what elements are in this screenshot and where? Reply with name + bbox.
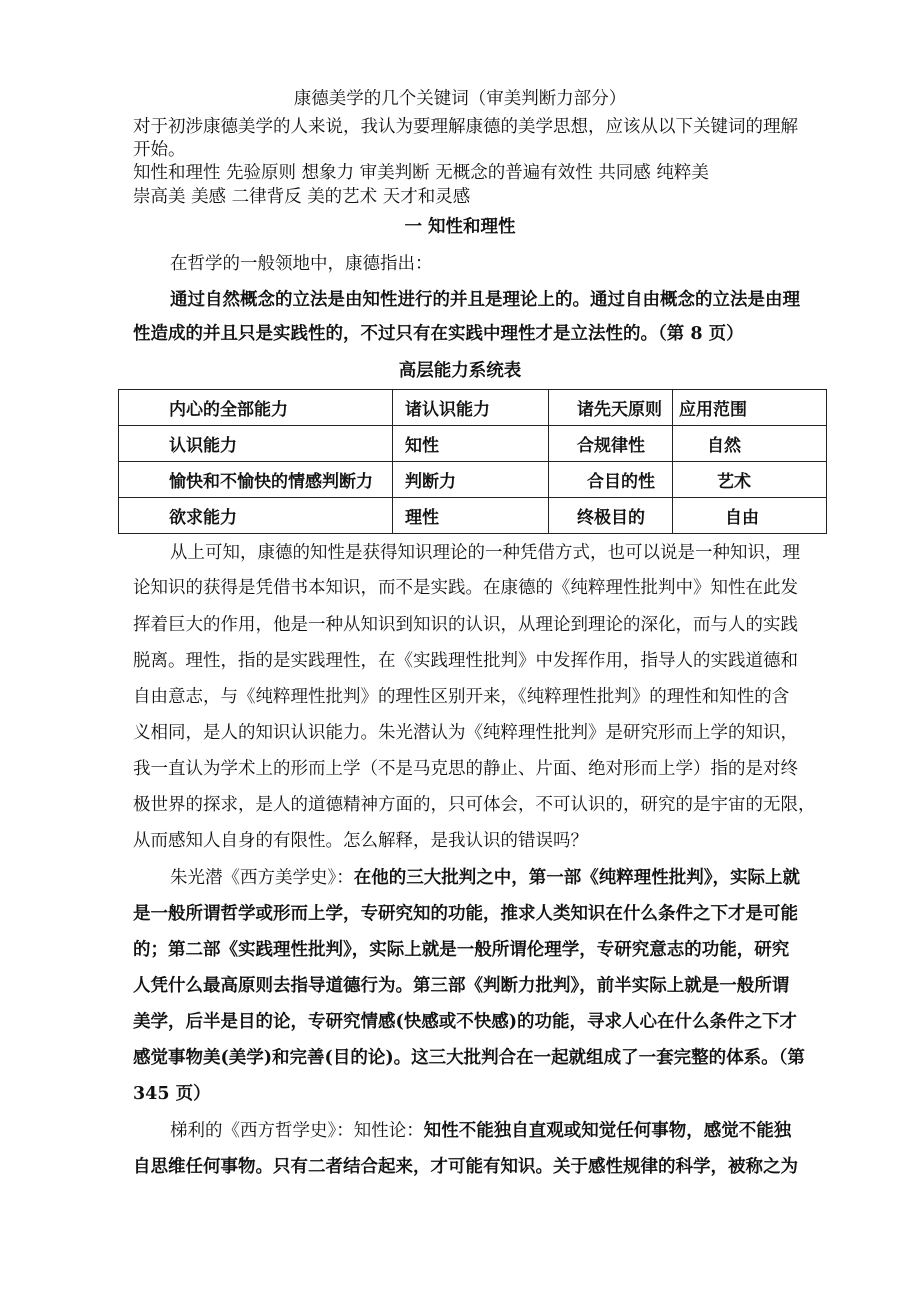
quote-line: 通过自然概念的立法是由知性进行的并且是理论上的。通过自由概念的立法是由理 <box>170 290 800 310</box>
table-title: 高层能力系统表 <box>398 361 522 381</box>
quote-text: 在他的三大批判之中，第一部《纯粹理性批判》，实际上就 <box>353 868 800 888</box>
table-cell: 终极目的 <box>549 498 673 534</box>
table-cell: 知性 <box>393 426 549 462</box>
table-cell: 合规律性 <box>549 426 673 462</box>
paragraph-line <box>170 865 800 891</box>
paragraph-line: 自由意志，与《纯粹理性批判》的理性区别开来，《纯粹理性批判》的理性和知性的含 <box>133 687 790 707</box>
paragraph-line: 脱离。理性，指的是实践理性，在《实践理性批判》中发挥作用，指导人的实践道德和 <box>133 651 798 671</box>
table-cell: 自然 <box>673 426 827 462</box>
keywords-line: 崇高美 美感 二律背反 美的艺术 天才和灵感 <box>133 187 471 207</box>
citation-label: 梯利的《西方哲学史》：知性论： <box>170 1121 424 1141</box>
paragraph-line: 从上可知，康德的知性是获得知识理论的一种凭借方式，也可以说是一种知识，理 <box>170 543 800 563</box>
intro-line: 对于初涉康德美学的人来说，我认为要理解康德的美学思想，应该从以下关键词的理解 <box>133 117 798 137</box>
table-cell: 诸先天原则 <box>549 390 673 426</box>
quote-line: 345 页） <box>133 1084 211 1104</box>
table-cell: 应用范围 <box>673 390 827 426</box>
table-cell: 认识能力 <box>119 426 393 462</box>
quote-line: 感觉事物美(美学)和完善(目的论)。这三大批判合在一起就组成了一套完整的体系。（第 <box>133 1048 805 1068</box>
paragraph-line: 挥着巨大的作用，他是一种从知识到知识的认识，从理论到理论的深化，而与人的实践 <box>133 615 798 635</box>
quote-line: 的；第二部《实践理性批判》，实际上就是一般所谓伦理学，专研究意志的功能，研究 <box>133 940 790 960</box>
keywords-line: 知性和理性 先验原则 想象力 审美判断 无概念的普遍有效性 共同感 纯粹美 <box>133 163 709 183</box>
table-cell: 合目的性 <box>549 462 673 498</box>
quote-line: 是一般所谓哲学或形而上学，专研究知的功能，推求人类知识在什么条件之下才是可能 <box>133 904 798 924</box>
table-row <box>119 498 827 534</box>
quote-line: 美学，后半是目的论，专研究情感(快感或不快感)的功能，寻求人心在什么条件之下才 <box>133 1012 798 1032</box>
paragraph-line: 论知识的获得是凭借书本知识，而不是实践。在康德的《纯粹理性批判中》知性在此发 <box>133 578 798 598</box>
table-row <box>119 390 827 426</box>
table-cell: 判断力 <box>393 462 549 498</box>
quote-line: 自思维任何事物。只有二者结合起来，才可能有知识。关于感性规律的科学，被称之为 <box>133 1157 798 1177</box>
paragraph-line: 极世界的探求，是人的道德精神方面的，只可体会，不可认识的，研究的是宇宙的无限， <box>133 795 816 815</box>
intro-line: 开始。 <box>133 140 186 160</box>
table-cell: 艺术 <box>673 462 827 498</box>
section-heading: 一 知性和理性 <box>404 217 516 237</box>
document-title: 康德美学的几个关键词（审美判断力部分） <box>293 89 627 109</box>
table-cell: 愉快和不愉快的情感判断力 <box>119 462 393 498</box>
faculty-table <box>118 389 827 534</box>
citation-label: 朱光潜《西方美学史》： <box>170 868 354 888</box>
table-cell: 诸认识能力 <box>393 390 549 426</box>
paragraph-line: 我一直认为学术上的形而上学（不是马克思的静止、片面、绝对形而上学）指的是对终 <box>133 759 798 779</box>
paragraph-line: 义相同，是人的知识认识能力。朱光潜认为《纯粹理性批判》是研究形而上学的知识， <box>133 723 798 743</box>
table-cell: 理性 <box>393 498 549 534</box>
table-cell: 欲求能力 <box>119 498 393 534</box>
quote-text: 知性不能独自直观或知觉任何事物，感觉不能独 <box>423 1121 792 1141</box>
table-cell: 内心的全部能力 <box>119 390 393 426</box>
paragraph-line: 在哲学的一般领地中，康德指出： <box>170 254 433 274</box>
quote-line: 人凭什么最高原则去指导道德行为。第三部《判断力批判》，前半实际上就是一般所谓 <box>133 976 790 996</box>
table-row <box>119 426 827 462</box>
table-cell: 自由 <box>673 498 827 534</box>
quote-line: 性造成的并且只是实践性的，不过只有在实践中理性才是立法性的。（第 8 页） <box>133 324 744 344</box>
paragraph-line: 从而感知人自身的有限性。怎么解释，是我认识的错误吗？ <box>133 831 588 851</box>
table-row <box>119 462 827 498</box>
paragraph-line <box>170 1118 791 1144</box>
